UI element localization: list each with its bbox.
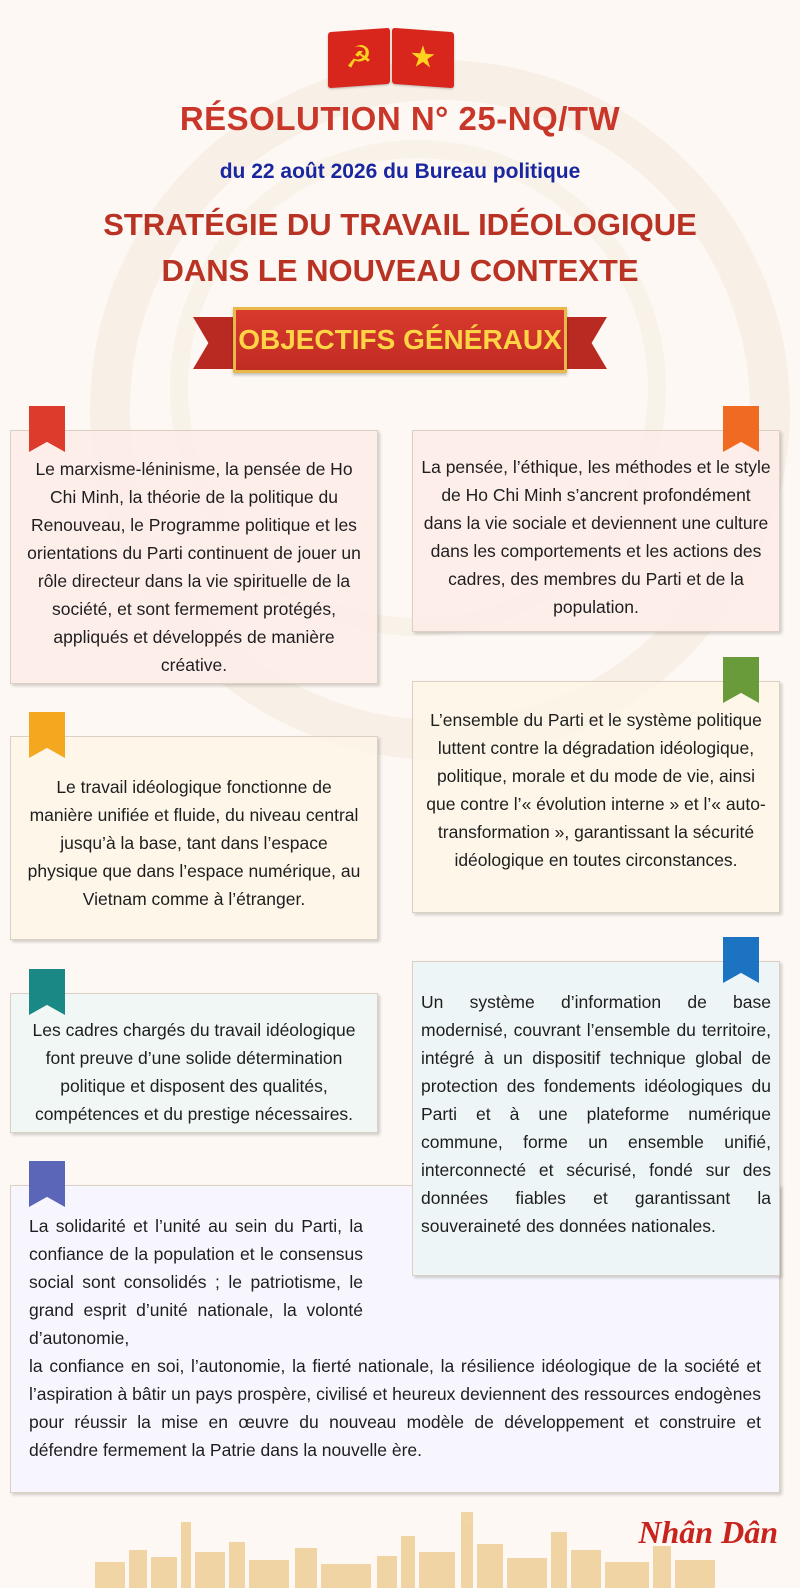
resolution-title: RÉSOLUTION N° 25-NQ/TW bbox=[179, 100, 621, 137]
objective-card-6 bbox=[412, 961, 780, 1276]
objective-text: Un système d’information de base modernisé, couvrant l’ensemble du territoire, intégré à un dispositif technique global de protection des fondements idéologiques du Parti et à une plateforme numérique commune, forme un ensemble unifié, interconnecté et sécurisé, fondé sur des données fiables et garantissant la souveraineté des données nationales. bbox=[421, 992, 771, 1236]
strategy-heading bbox=[0, 202, 800, 294]
city-skyline-illustration bbox=[95, 1502, 715, 1588]
strategy-heading-line2: DANS LE NOUVEAU CONTEXTE bbox=[161, 253, 639, 288]
flags bbox=[328, 30, 458, 90]
resolution-subtitle: du 22 août 2026 du Bureau politique bbox=[219, 160, 581, 183]
objective-text: La pensée, l’éthique, les méthodes et le style de Ho Chi Minh s’ancrent profondément dans la vie sociale et deviennent une culture dans les comportements et les actions des cadres, des membres du Parti et de la population. bbox=[421, 457, 771, 617]
star-flag-icon: ★ bbox=[392, 28, 454, 88]
objective-card-3 bbox=[10, 736, 378, 940]
hammer-sickle-flag-icon: ☭ bbox=[328, 28, 390, 88]
objective-text-part2: la confiance en soi, l’autonomie, la fierté nationale, la résilience idéologique de la société et l’aspiration à bâtir un pays prospère, civilisé et heureux deviennent des ressources endogènes pour réussir la mise en œuvre du nouveau modèle de développement et construire et défendre fermement la Patrie dans la nouvelle ère. bbox=[29, 1356, 761, 1460]
objective-text: L’ensemble du Parti et le système politique luttent contre la dégradation idéologique, politique, morale et du mode de vie, ainsi que contre l’« évolution interne » et l’« auto-transformation », garantissant la sécurité idéologique en toutes circonstances. bbox=[426, 710, 766, 870]
ribbon-label: OBJECTIFS GÉNÉRAUX bbox=[233, 307, 567, 373]
nhan-dan-logo: Nhân Dân bbox=[638, 1514, 778, 1550]
strategy-heading-line1: STRATÉGIE DU TRAVAIL IDÉOLOGIQUE bbox=[103, 207, 697, 242]
objective-text: Les cadres chargés du travail idéologique font preuve d’une solide détermination politique et disposent des qualités, compétences et du prestige nécessaires. bbox=[32, 1020, 356, 1124]
objective-card-4 bbox=[412, 681, 780, 913]
objective-text: Le travail idéologique fonctionne de manière unifiée et fluide, du niveau central jusqu’à la base, tant dans l’espace physique que dans l’espace numérique, au Vietnam comme à l’étranger. bbox=[27, 777, 361, 909]
objective-card-5 bbox=[10, 993, 378, 1133]
objective-card-2 bbox=[412, 430, 780, 632]
section-ribbon bbox=[193, 307, 607, 377]
objective-card-1 bbox=[10, 430, 378, 684]
objective-text-part1: La solidarité et l’unité au sein du Parti, la confiance de la population et le consensus social sont consolidés ; le patriotisme, le grand esprit d’unité nationale, la volonté d’autonomie, bbox=[29, 1216, 363, 1348]
objective-text: Le marxisme-léninisme, la pensée de Ho Chi Minh, la théorie de la politique du Renouveau, le Programme politique et les orientations du Parti continuent de jouer un rôle directeur dans la vie spirituelle de la société, et sont fermement protégés, appliqués et développés de manière créative. bbox=[27, 459, 361, 675]
